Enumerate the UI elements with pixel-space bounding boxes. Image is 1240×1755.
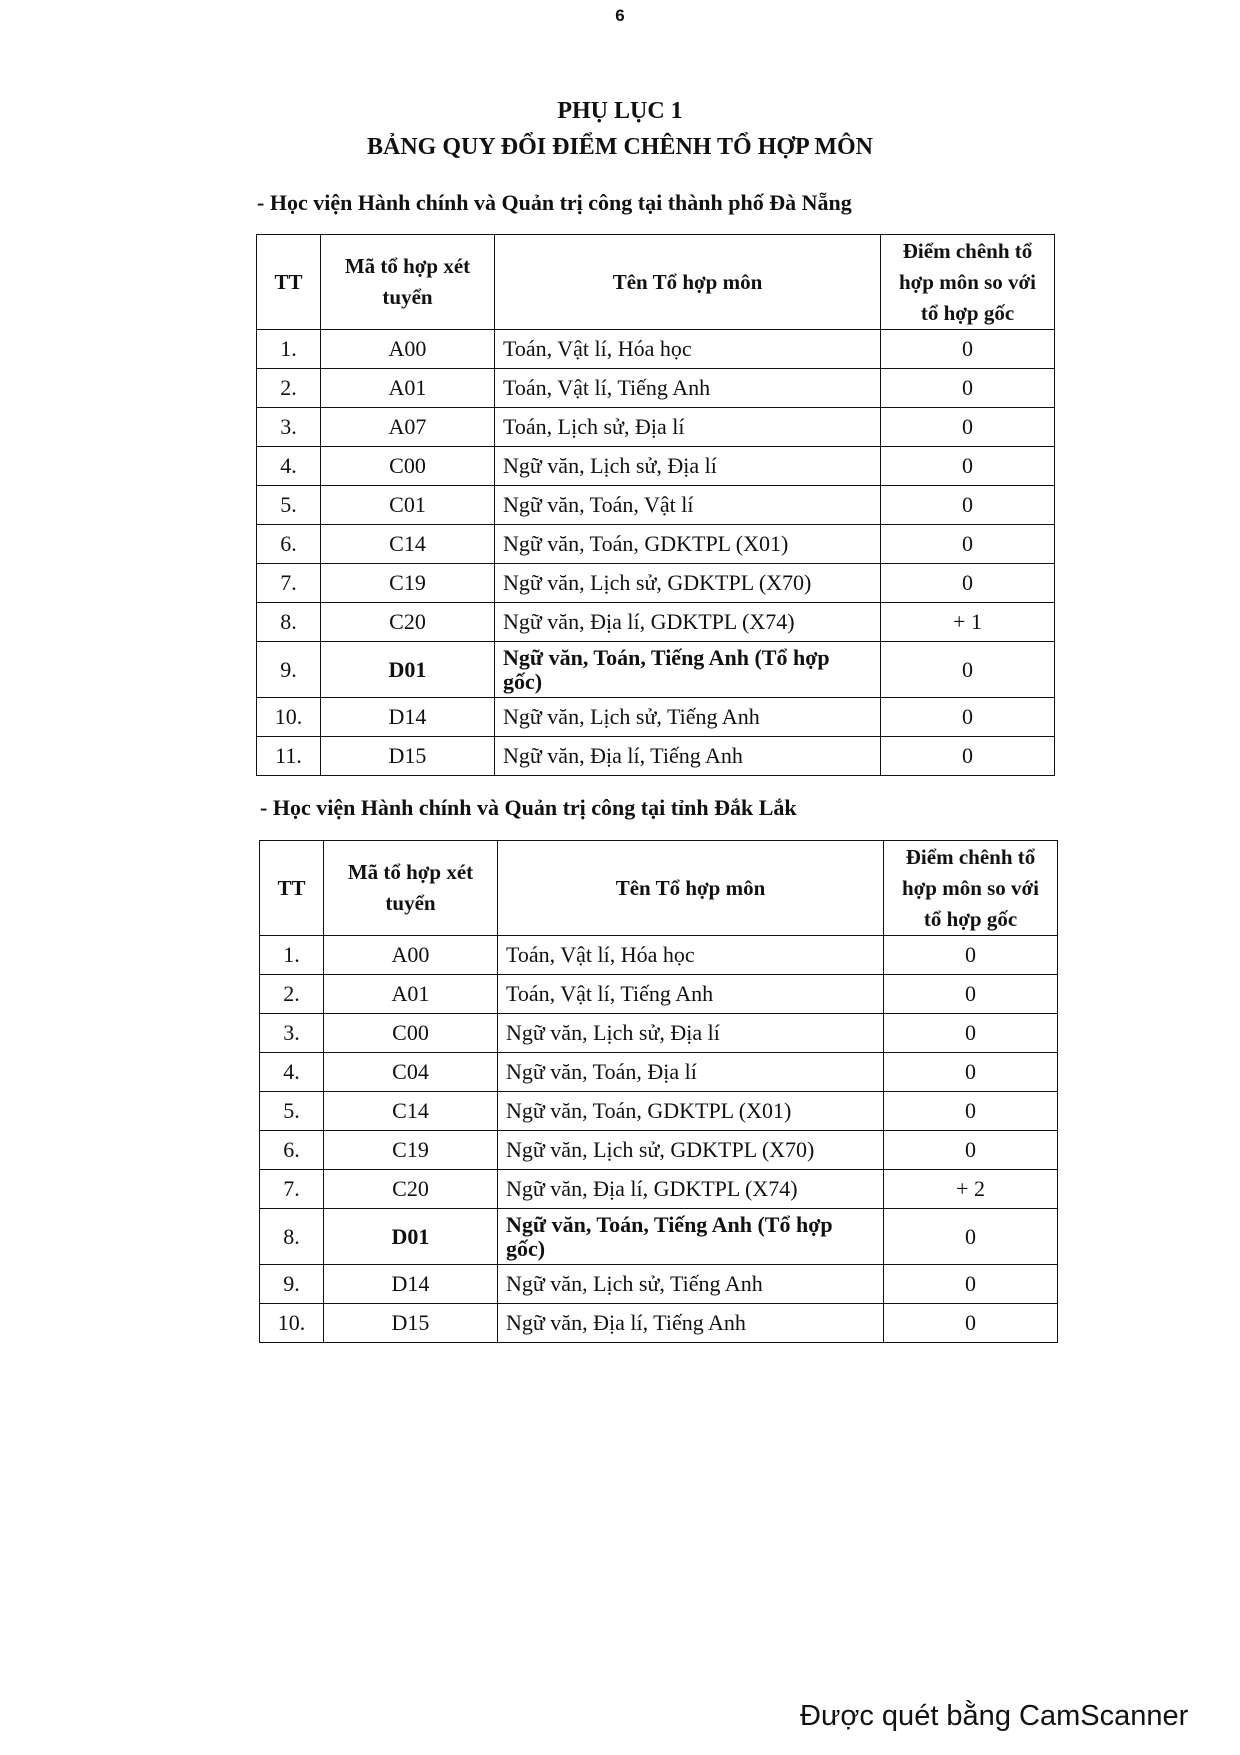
conversion-table-dak-lak <box>259 840 1058 1343</box>
table-row <box>257 698 1055 737</box>
table-row <box>260 936 1058 975</box>
table-row-base-combination <box>260 1209 1058 1265</box>
column-header-name: Tên Tổ hợp môn <box>495 235 881 330</box>
row-subjects: Toán, Vật lí, Hóa học <box>495 330 881 369</box>
row-subjects: Ngữ văn, Toán, Tiếng Anh (Tổ hợp gốc) <box>495 642 881 698</box>
row-subjects: Toán, Vật lí, Tiếng Anh <box>495 369 881 408</box>
page-number: 6 <box>615 6 625 25</box>
row-tt: 5. <box>257 486 321 525</box>
row-diff: 0 <box>884 1131 1058 1170</box>
row-tt: 3. <box>257 408 321 447</box>
row-tt: 10. <box>257 698 321 737</box>
row-subjects: Toán, Vật lí, Hóa học <box>498 936 884 975</box>
row-subjects: Ngữ văn, Địa lí, Tiếng Anh <box>498 1304 884 1343</box>
table-row <box>257 737 1055 776</box>
row-subjects: Ngữ văn, Địa lí, GDKTPL (X74) <box>495 603 881 642</box>
row-diff: 0 <box>881 698 1055 737</box>
row-diff: 0 <box>884 975 1058 1014</box>
column-header-tt: TT <box>260 841 324 936</box>
row-diff: 0 <box>884 1304 1058 1343</box>
row-diff: 0 <box>884 1209 1058 1265</box>
row-code: C19 <box>324 1131 498 1170</box>
row-code: D01 <box>321 642 495 698</box>
table-row <box>257 369 1055 408</box>
column-header-tt: TT <box>257 235 321 330</box>
row-subjects: Toán, Lịch sử, Địa lí <box>495 408 881 447</box>
column-header-diff: Điểm chênh tổ hợp môn so với tổ hợp gốc <box>881 235 1055 330</box>
row-code: C20 <box>324 1170 498 1209</box>
row-diff: 0 <box>881 369 1055 408</box>
row-code: D14 <box>321 698 495 737</box>
row-diff: 0 <box>884 1265 1058 1304</box>
table-row <box>257 330 1055 369</box>
row-diff: 0 <box>881 564 1055 603</box>
row-tt: 1. <box>260 936 324 975</box>
row-subjects: Ngữ văn, Lịch sử, Địa lí <box>498 1014 884 1053</box>
row-diff: + 2 <box>884 1170 1058 1209</box>
row-code: C20 <box>321 603 495 642</box>
table-row <box>260 1014 1058 1053</box>
row-code: C00 <box>324 1014 498 1053</box>
row-code: D14 <box>324 1265 498 1304</box>
row-subjects: Ngữ văn, Toán, Tiếng Anh (Tổ hợp gốc) <box>498 1209 884 1265</box>
row-tt: 3. <box>260 1014 324 1053</box>
row-subjects: Ngữ văn, Địa lí, Tiếng Anh <box>495 737 881 776</box>
row-tt: 7. <box>257 564 321 603</box>
table-row <box>257 408 1055 447</box>
row-code: A01 <box>324 975 498 1014</box>
row-diff: 0 <box>881 330 1055 369</box>
row-tt: 2. <box>257 369 321 408</box>
table-row <box>257 564 1055 603</box>
conversion-table-da-nang <box>256 234 1055 776</box>
table-row <box>260 975 1058 1014</box>
row-diff: 0 <box>881 737 1055 776</box>
row-code: C00 <box>321 447 495 486</box>
section-heading-da-nang: - Học viện Hành chính và Quản trị công tại thành phố Đà Nẵng <box>257 190 852 215</box>
row-code: A00 <box>324 936 498 975</box>
row-tt: 4. <box>260 1053 324 1092</box>
row-subjects: Toán, Vật lí, Tiếng Anh <box>498 975 884 1014</box>
row-diff: 0 <box>881 408 1055 447</box>
table-row <box>260 1092 1058 1131</box>
row-code: D01 <box>324 1209 498 1265</box>
row-tt: 2. <box>260 975 324 1014</box>
row-code: A00 <box>321 330 495 369</box>
row-code: C14 <box>321 525 495 564</box>
row-subjects: Ngữ văn, Địa lí, GDKTPL (X74) <box>498 1170 884 1209</box>
row-code: A01 <box>321 369 495 408</box>
table-header-row <box>260 841 1058 936</box>
row-tt: 4. <box>257 447 321 486</box>
table-row <box>260 1304 1058 1343</box>
row-tt: 9. <box>257 642 321 698</box>
row-tt: 6. <box>260 1131 324 1170</box>
column-header-code: Mã tổ hợp xét tuyển <box>321 235 495 330</box>
table-row <box>257 603 1055 642</box>
table-row-base-combination <box>257 642 1055 698</box>
row-tt: 11. <box>257 737 321 776</box>
table-row <box>257 447 1055 486</box>
row-code: D15 <box>324 1304 498 1343</box>
document-title: PHỤ LỤC 1 <box>557 98 683 124</box>
row-subjects: Ngữ văn, Lịch sử, Tiếng Anh <box>498 1265 884 1304</box>
scanner-watermark: Được quét bằng CamScanner <box>800 1700 1189 1732</box>
row-tt: 9. <box>260 1265 324 1304</box>
row-subjects: Ngữ văn, Lịch sử, Địa lí <box>495 447 881 486</box>
row-code: C01 <box>321 486 495 525</box>
row-tt: 8. <box>257 603 321 642</box>
row-diff: + 1 <box>881 603 1055 642</box>
table-row <box>260 1131 1058 1170</box>
row-subjects: Ngữ văn, Lịch sử, GDKTPL (X70) <box>498 1131 884 1170</box>
row-diff: 0 <box>884 1014 1058 1053</box>
row-subjects: Ngữ văn, Toán, Vật lí <box>495 486 881 525</box>
column-header-diff: Điểm chênh tổ hợp môn so với tổ hợp gốc <box>884 841 1058 936</box>
table-row <box>257 525 1055 564</box>
table-row <box>257 486 1055 525</box>
column-header-code: Mã tổ hợp xét tuyển <box>324 841 498 936</box>
row-subjects: Ngữ văn, Lịch sử, Tiếng Anh <box>495 698 881 737</box>
row-subjects: Ngữ văn, Lịch sử, GDKTPL (X70) <box>495 564 881 603</box>
row-tt: 7. <box>260 1170 324 1209</box>
row-code: C04 <box>324 1053 498 1092</box>
row-diff: 0 <box>881 642 1055 698</box>
table-row <box>260 1053 1058 1092</box>
row-subjects: Ngữ văn, Toán, Địa lí <box>498 1053 884 1092</box>
row-diff: 0 <box>884 1092 1058 1131</box>
row-diff: 0 <box>881 447 1055 486</box>
row-tt: 5. <box>260 1092 324 1131</box>
row-code: C19 <box>321 564 495 603</box>
row-tt: 10. <box>260 1304 324 1343</box>
row-subjects: Ngữ văn, Toán, GDKTPL (X01) <box>495 525 881 564</box>
document-subtitle: BẢNG QUY ĐỔI ĐIỂM CHÊNH TỔ HỢP MÔN <box>366 134 874 160</box>
row-subjects: Ngữ văn, Toán, GDKTPL (X01) <box>498 1092 884 1131</box>
table-header-row <box>257 235 1055 330</box>
section-heading-dak-lak: - Học viện Hành chính và Quản trị công tại tỉnh Đắk Lắk <box>260 795 797 820</box>
row-diff: 0 <box>884 1053 1058 1092</box>
row-diff: 0 <box>881 525 1055 564</box>
column-header-name: Tên Tổ hợp môn <box>498 841 884 936</box>
row-code: C14 <box>324 1092 498 1131</box>
row-tt: 8. <box>260 1209 324 1265</box>
table-row <box>260 1170 1058 1209</box>
row-code: A07 <box>321 408 495 447</box>
row-tt: 1. <box>257 330 321 369</box>
row-tt: 6. <box>257 525 321 564</box>
row-diff: 0 <box>884 936 1058 975</box>
row-diff: 0 <box>881 486 1055 525</box>
row-code: D15 <box>321 737 495 776</box>
table-row <box>260 1265 1058 1304</box>
